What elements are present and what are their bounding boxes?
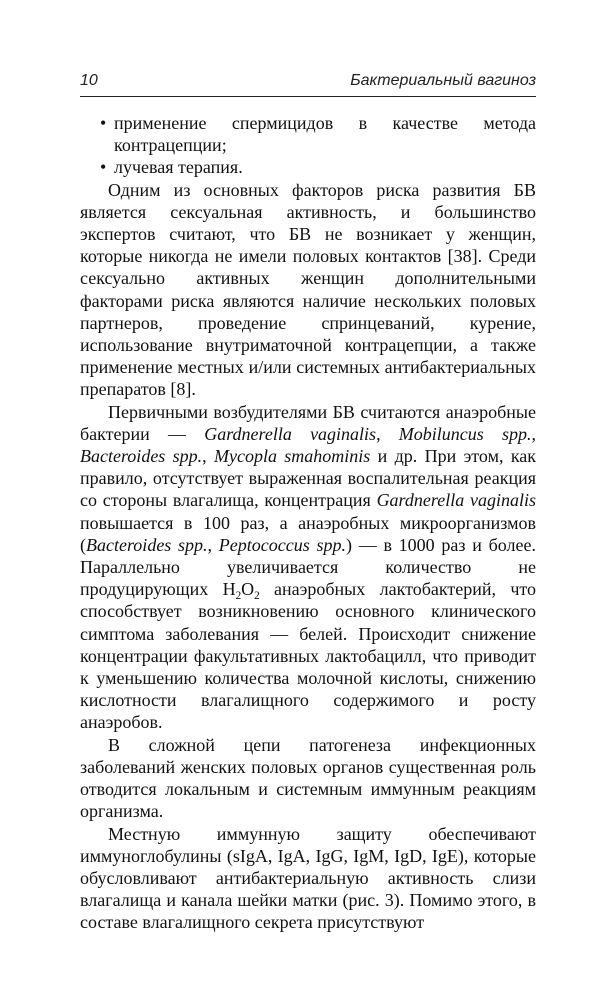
list-item: • применение спермицидов в качестве метода контрацепции; [100, 113, 536, 156]
running-title: Бактериальный вагиноз [350, 72, 536, 89]
subscript: 2 [235, 590, 242, 603]
paragraph-risk-factors: Одним из основных факторов риска развития БВ является сексуальная активность, и большинство экспертов считают, что БВ не возникает у женщин, которые никогда не имели половых контактов [38]. Среди сексуально активных женщин дополнительными факторами риска являются наличие нескольких половых партнеров, проведение спринцеваний, курение, использование внутриматочной контрацепции, а также применение местных и/или системных антибактериальных препаратов [8]. [80, 179, 536, 400]
header-rule [80, 96, 536, 97]
bullet-icon: • [100, 157, 107, 178]
body-text [80, 112, 536, 934]
latin-term: Mobiluncus spp. [398, 423, 532, 444]
paragraph-local-immunity: Местную иммунную защиту обеспечивают иммуноглобулины (sIgA, IgA, IgG, IgM, IgD, IgE), которые обусловливают антибактериальную активность слизи влагалища и канала шейки матки (рис. 3). Помимо этого, в составе влагалищного секрета присутствуют [80, 823, 536, 933]
page-number: 10 [80, 72, 98, 89]
bullet-icon: • [100, 113, 107, 133]
latin-term: Gardnerella vaginalis [204, 423, 377, 444]
latin-term: Bacteroides spp. [80, 446, 203, 467]
subscript: 2 [254, 590, 260, 603]
running-header [80, 68, 536, 96]
list-item: • лучевая терапия. [100, 157, 243, 178]
latin-term: Peptococcus spp. [218, 534, 346, 555]
latin-term: Bacteroides spp. [86, 534, 208, 555]
paragraph-pathogens: Первичными возбудителями БВ считаются анаэробные бактерии — Gardnerella vaginalis, Mobiluncus spp., Bacteroides spp., Mycopla smahominis и др. При этом, как правило, отсутствует выраженная воспалительная реакция со стороны влагалища, концентрация Gardnerella vaginalis повышается в 100 раз, а анаэробных микроорганизмов (Bacteroides spp., Peptococcus spp.) — в 1000 раз и более. Параллельно увеличивается количество не продуцирующих $H_2O_2$ анаэробных лактобактерий, что способствует возникновению основного клинического симптома заболевания — белей. Происходит снижение концентрации факультативных лактобацилл, что приводит к уменьшению количества молочной кислоты, снижению кислотности влагалищного содержимого и росту анаэробов. [80, 401, 537, 733]
paragraph-immune-reactions: В сложной цепи патогенеза инфекционных заболеваний женских половых органов существенная роль отводится локальным и системным иммунным реакциям организма. [80, 734, 536, 822]
bullet-list [80, 112, 536, 179]
latin-term: Gardnerella vaginalis [376, 490, 537, 511]
latin-term: Mycopla smahominis [214, 446, 371, 467]
